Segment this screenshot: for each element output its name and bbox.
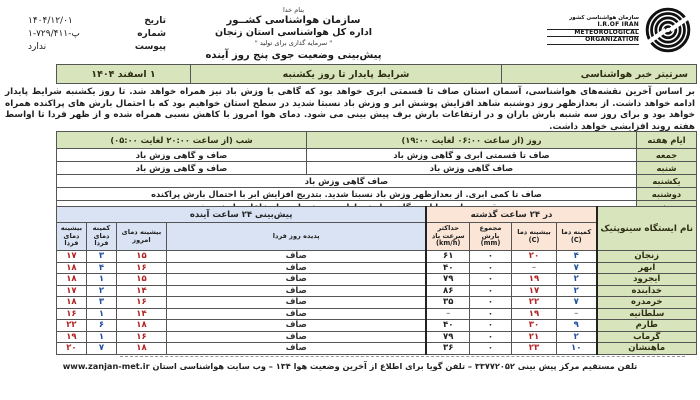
- tomorrow-max: ۱۸: [56, 274, 86, 286]
- letter-meta: [28, 16, 166, 55]
- bismillah-text: بنام خدا: [282, 6, 305, 14]
- phenomenon: صاف: [166, 262, 426, 274]
- table-row: [56, 274, 696, 286]
- day-name: شنبه: [637, 162, 697, 175]
- phenomenon: صاف: [166, 343, 426, 355]
- min-temp: ۷: [557, 262, 597, 274]
- table-row: [57, 149, 697, 162]
- today-max: ۱۴: [116, 285, 166, 297]
- today-max: ۱۶: [116, 262, 166, 274]
- night-forecast: صاف و گاهی وزش باد: [57, 162, 307, 175]
- stations-data-table: [56, 206, 697, 355]
- tomorrow-min: ۱: [86, 274, 116, 286]
- tomorrow-min: ۱: [86, 308, 116, 320]
- max-temp: ۱۹: [512, 274, 557, 286]
- min-temp: ۴: [557, 251, 597, 263]
- min-temp: ۷: [557, 297, 597, 309]
- table-row: [56, 297, 696, 309]
- number-value: ۱-۷۲۹/۴۱۱-پ: [28, 29, 80, 39]
- min-temp: ۹: [557, 320, 597, 332]
- col-min-temp: کمینه دما (C): [557, 223, 597, 251]
- station-name: ابهر: [597, 262, 697, 274]
- attachment-value: ندارد: [28, 42, 47, 52]
- phenomenon: صاف: [166, 320, 426, 332]
- org-logo-block: [547, 4, 694, 56]
- max-temp: ۱۹: [512, 308, 557, 320]
- wind-speed: ۴۰: [426, 262, 469, 274]
- wind-speed: ۷۹: [426, 331, 469, 343]
- tomorrow-min: ۷: [86, 343, 116, 355]
- today-max: ۱۵: [116, 274, 166, 286]
- org-name: سازمان هواشناسی کشــور: [226, 15, 361, 26]
- group-past-24h: در ۲۴ ساعت گذشته: [426, 207, 596, 223]
- min-temp: ۱۰: [557, 343, 597, 355]
- group-forecast-24h: پیش‌بینی ۲۴ ساعت آینده: [56, 207, 426, 223]
- tomorrow-min: ۴: [86, 262, 116, 274]
- min-temp: ۲: [557, 274, 597, 286]
- days-header-row: [57, 132, 697, 149]
- day-forecast: صاف تا قسمتی ابری و گاهی وزش باد: [307, 149, 637, 162]
- number-label: شماره: [137, 29, 166, 39]
- wind-speed: ۷۹: [426, 274, 469, 286]
- col-phenomenon: پدیده روز فردا: [166, 223, 426, 251]
- logo-fa-name: سازمان هواشناسی کشور: [569, 14, 639, 21]
- table-row: [56, 251, 696, 263]
- station-name: ایجرود: [597, 274, 697, 286]
- allday-forecast: صاف گاهی وزش باد: [57, 175, 637, 188]
- today-max: ۱۵: [116, 251, 166, 263]
- tomorrow-max: ۱۷: [56, 251, 86, 263]
- min-temp: ۲: [557, 285, 597, 297]
- document-title: پیش‌بینی وضعیت جوی پنج روز آینده: [205, 50, 382, 61]
- logo-en-line1: I.R.OF IRAN: [547, 22, 639, 30]
- precip: ۰: [470, 320, 512, 332]
- night-forecast: صاف و گاهی وزش باد: [57, 149, 307, 162]
- max-temp: ۲۱: [512, 331, 557, 343]
- col-max-temp: بیشینه دما (C): [512, 223, 557, 251]
- phenomenon: صاف: [166, 285, 426, 297]
- precip: ۰: [470, 343, 512, 355]
- date-label: تاریخ: [144, 16, 166, 26]
- max-temp: –: [512, 262, 557, 274]
- max-temp: ۲۳: [512, 343, 557, 355]
- tomorrow-max: ۱۹: [56, 331, 86, 343]
- day-name: دوشنبه: [637, 188, 697, 201]
- station-name: خرمدره: [597, 297, 697, 309]
- tomorrow-min: ۲: [86, 285, 116, 297]
- five-day-forecast-table: [56, 131, 697, 214]
- table-row: [56, 343, 696, 355]
- col-night: شب (از ساعت ۲۰:۰۰ لغایت ۰۵:۰۰): [57, 132, 307, 149]
- tomorrow-max: ۲۰: [56, 343, 86, 355]
- table-row: [56, 331, 696, 343]
- wind-speed: ۴۰: [426, 320, 469, 332]
- table-row: [56, 285, 696, 297]
- today-max: ۱۴: [116, 308, 166, 320]
- wind-speed: ۳۶: [426, 343, 469, 355]
- year-slogan: " سرمایه گذاری برای تولید ": [254, 39, 333, 47]
- letterhead: [186, 6, 401, 61]
- table-row: [56, 320, 696, 332]
- station-name: زنجان: [597, 251, 697, 263]
- tomorrow-min: ۱: [86, 331, 116, 343]
- wind-speed: ۸۶: [426, 285, 469, 297]
- logo-en-line2: METEOROLOGICAL: [547, 30, 639, 38]
- precip: ۰: [470, 274, 512, 286]
- col-tomorrow-min: کمینه دمای فردا: [86, 223, 116, 251]
- col-tomorrow-max: بیشینه دمای فردا: [56, 223, 86, 251]
- station-name: خدابنده: [597, 285, 697, 297]
- col-daytime: روز (از ساعت ۰۶:۰۰ لغایت ۱۹:۰۰): [307, 132, 637, 149]
- headline-date: ۱ اسفند ۱۴۰۴: [56, 64, 191, 84]
- phenomenon: صاف: [166, 274, 426, 286]
- tomorrow-max: ۱۶: [56, 308, 86, 320]
- tomorrow-min: ۶: [86, 320, 116, 332]
- col-day-name: ایام هفته: [637, 132, 697, 149]
- max-temp: ۱۷: [512, 285, 557, 297]
- table-row: [56, 262, 696, 274]
- min-temp: –: [557, 308, 597, 320]
- headline-label: سرتیتر خبر هواشناسی: [501, 64, 697, 84]
- tomorrow-max: ۱۸: [56, 262, 86, 274]
- irimo-fingerprint-icon: [642, 4, 694, 56]
- date-value: ۱۴۰۴/۱۲/۰۱: [28, 16, 73, 26]
- headline-text: شرایط پایدار تا روز یکشنبه: [190, 64, 502, 84]
- col-today-max: بیشینه دمای امروز: [116, 223, 166, 251]
- forecast-summary: بر اساس آخرین نقشه‌های هواشناسی، آسمان استان صاف تا قسمتی ابری خواهد بود که گاهی با وزش باد نیز همراه خواهد شد. تا روز یکشنبه شرایط پایدار ادامه خواهد داشت. از بعدازظهر روز دوشنبه شاهد افزایش پوشش ابر و وزش باد نسبتا شدید در سطح استان خواهیم بود که با احتمال بارش های پراکنده همراه خواهد بود و برای روز سه شنبه بارش باران و در ارتفاعات بارش برف پیش بینی می شود. دمای هوا امروز با کاهش نسبی همراه شده و از ظهر فردا تا اواسط هفته روند افزایشی خواهد داشت.: [5, 87, 695, 132]
- stations-group-header-row: [56, 207, 696, 223]
- wind-speed: ۳۵: [426, 297, 469, 309]
- day-name: جمعه: [637, 149, 697, 162]
- precip: ۰: [470, 251, 512, 263]
- attachment-label: پیوست: [134, 42, 166, 52]
- phenomenon: صاف: [166, 251, 426, 263]
- table-row: [57, 175, 697, 188]
- allday-forecast: صاف تا کمی ابری. از بعدازظهر وزش باد نسبتا شدید. بتدریج افزایش ابر با احتمال بارش پراکنده: [57, 188, 637, 201]
- min-temp: ۲: [557, 331, 597, 343]
- col-precip: مجموع بارش (mm): [470, 223, 512, 251]
- today-max: ۱۸: [116, 320, 166, 332]
- tomorrow-max: ۱۸: [56, 297, 86, 309]
- wind-speed: ۶۱: [426, 251, 469, 263]
- phenomenon: صاف: [166, 331, 426, 343]
- col-station-name: نام ایستگاه سینوپتیک: [597, 207, 697, 251]
- max-temp: ۲۲: [512, 297, 557, 309]
- precip: ۰: [470, 262, 512, 274]
- table-row: [57, 162, 697, 175]
- number-field: [28, 29, 166, 39]
- col-wind: حداکثر سرعت باد (km/h): [426, 223, 469, 251]
- today-max: ۱۶: [116, 297, 166, 309]
- max-temp: ۲۰: [512, 251, 557, 263]
- day-name: یکشنبه: [637, 175, 697, 188]
- table-row: [57, 188, 697, 201]
- tomorrow-max: ۱۷: [56, 285, 86, 297]
- table-row: [56, 308, 696, 320]
- tomorrow-max: ۲۲: [56, 320, 86, 332]
- station-name: سلطانیه: [597, 308, 697, 320]
- logo-en-line3: ORGANIZATION: [547, 37, 639, 45]
- phenomenon: صاف: [166, 308, 426, 320]
- today-max: ۱۸: [116, 343, 166, 355]
- station-name: ماهنشان: [597, 343, 697, 355]
- date-field: [28, 16, 166, 26]
- wind-speed: –: [426, 308, 469, 320]
- org-logo-text: [547, 15, 639, 45]
- station-name: طارم: [597, 320, 697, 332]
- footer-divider: [120, 356, 685, 357]
- tomorrow-min: ۳: [86, 251, 116, 263]
- headline-bar: [57, 64, 697, 84]
- day-forecast: صاف گاهی وزش باد: [307, 162, 637, 175]
- phenomenon: صاف: [166, 297, 426, 309]
- footer-contact-info: تلفن مستقیم مرکز پیش بینی ۳۳۷۷۲۰۵۲ – تلفن گویا برای اطلاع از آخرین وضعیت هوا ۱۳۴ – وب سایت هواشناسی استان www.zanjan-met.ir: [62, 361, 638, 371]
- office-name: اداره کل هواشناسی استان زنجان: [215, 27, 372, 38]
- precip: ۰: [470, 331, 512, 343]
- max-temp: ۳۰: [512, 320, 557, 332]
- precip: ۰: [470, 308, 512, 320]
- tomorrow-min: ۳: [86, 297, 116, 309]
- precip: ۰: [470, 285, 512, 297]
- attachment-field: [28, 42, 166, 52]
- today-max: ۱۶: [116, 331, 166, 343]
- station-name: گرماب: [597, 331, 697, 343]
- precip: ۰: [470, 297, 512, 309]
